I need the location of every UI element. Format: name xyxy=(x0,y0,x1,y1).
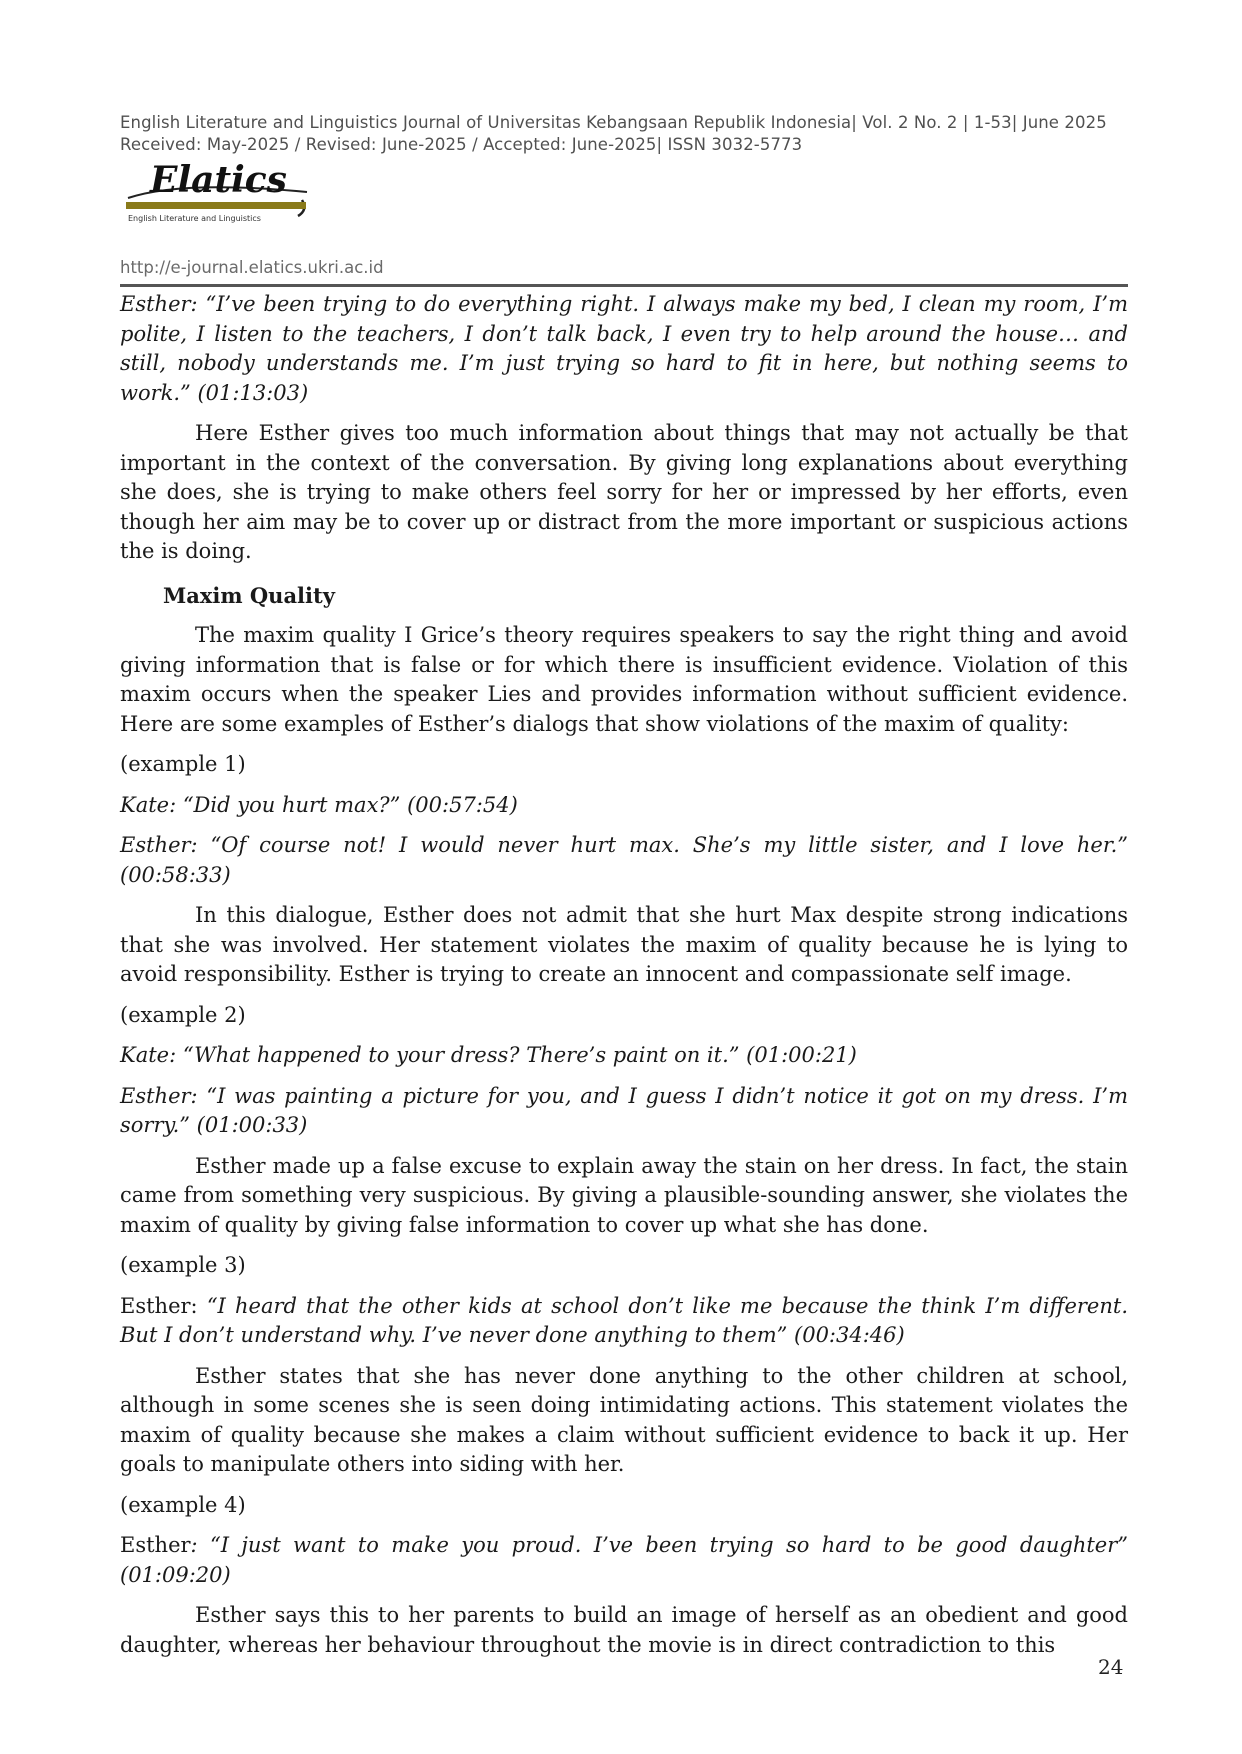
dialogue-quote: : “I just want to make you proud. I’ve been trying so hard to be good daughter” (01:09:20) xyxy=(120,1533,1128,1587)
example-label: (example 3) xyxy=(120,1253,246,1277)
page-number: 24 xyxy=(1098,1655,1124,1679)
example-label: (example 4) xyxy=(120,1492,246,1517)
paragraph: Esther states that she has never done anything to the other children at school, although in some scenes she is seen doing intimidating actions. This statement violates the maxim of quality because she makes a claim without sufficient evidence to back it up. Her goals to manipulate others into siding with her. xyxy=(120,1363,1128,1476)
dialogue-line: Kate: “What happened to your dress? There’s paint on it.” (01:00:21) xyxy=(120,1043,857,1067)
elatics-logo xyxy=(122,158,347,240)
dialogue-line: Kate: “Did you hurt max?” (00:57:54) xyxy=(120,792,518,817)
section-heading: Maxim Quality xyxy=(163,582,335,608)
paragraph: The maxim quality I Grice’s theory requires speakers to say the right thing and avoid giving information that is false or for which there is insufficient evidence. Violation of this maxim occurs when the speaker Lies and provides information without sufficient evidence. Here are some examples of Esther’s dialogs that show violations of the maxim of quality: xyxy=(120,623,1128,736)
example-label: (example 2) xyxy=(120,1002,246,1027)
header-divider xyxy=(120,284,1128,287)
paragraph: Esther made up a false excuse to explain away the stain on her dress. In fact, the stain came from something very suspicious. By giving a plausible-sounding answer, she violates the maxim of quality by giving false information to cover up what she has done. xyxy=(120,1153,1128,1237)
logo-subtitle: English Literature and Linguistics xyxy=(128,214,261,223)
logo-graphic xyxy=(122,158,347,240)
example-label: (example 1) xyxy=(120,752,246,776)
submission-dates-line: Received: May-2025 / Revised: June-2025 / Accepted: June-2025| ISSN 3032-5773 xyxy=(120,135,803,154)
journal-info-line: English Literature and Linguistics Journal of Universitas Kebangsaan Republik Indonesia| Vol. 2 No. 2 | 1-53| June 2025 xyxy=(120,113,1107,132)
dialogue-quote: Esther: “I’ve been trying to do everything right. I always make my bed, I clean my room, I’m polite, I listen to the teachers, I don’t talk back, I even try to help around the house… and still, nobody understands me. I’m just trying so hard to fit in here, but nothing seems to work.” (01:13:03) xyxy=(120,292,1128,405)
dialogue-line xyxy=(120,1531,1128,1590)
timestamp: ” (00:34:46) xyxy=(776,1323,905,1347)
speaker-name: Esther xyxy=(120,1533,191,1557)
logo-wordmark: Elatics xyxy=(150,159,287,201)
journal-url: http://e-journal.elatics.ukri.ac.id xyxy=(120,258,384,277)
dialogue-line xyxy=(120,1292,1128,1351)
paragraph: Here Esther gives too much information about things that may not actually be that important in the context of the conversation. By giving long explanations about everything she does, she is trying to make others feel sorry for her or impressed by her efforts, even though her aim may be to cover up or distract from the more important or suspicious actions the is doing. xyxy=(120,421,1128,563)
journal-header xyxy=(120,112,1130,156)
dialogue-line: Esther: “Of course not! I would never hurt max. She’s my little sister, and I love her.” (00:58:33) xyxy=(120,833,1128,887)
article-body xyxy=(120,290,1128,1660)
paragraph: In this dialogue, Esther does not admit that she hurt Max despite strong indications that she was involved. Her statement violates the maxim of quality because he is lying to avoid responsibility. Esther is trying to create an innocent and compassionate self image. xyxy=(120,903,1128,986)
speaker-name: Esther: xyxy=(120,1293,207,1318)
dialogue-line: Esther: “I was painting a picture for you, and I guess I didn’t notice it got on my dress. I’m sorry.” (01:00:33) xyxy=(120,1083,1128,1137)
dialogue-quote: “I heard that the other kids at school don’t like me because the think I’m different. But I don’t understand why. I’ve never done anything to them xyxy=(120,1293,1128,1347)
paragraph: Esther says this to her parents to build an image of herself as an obedient and good daughter, whereas her behaviour throughout the movie is in direct contradiction to this xyxy=(120,1603,1128,1657)
